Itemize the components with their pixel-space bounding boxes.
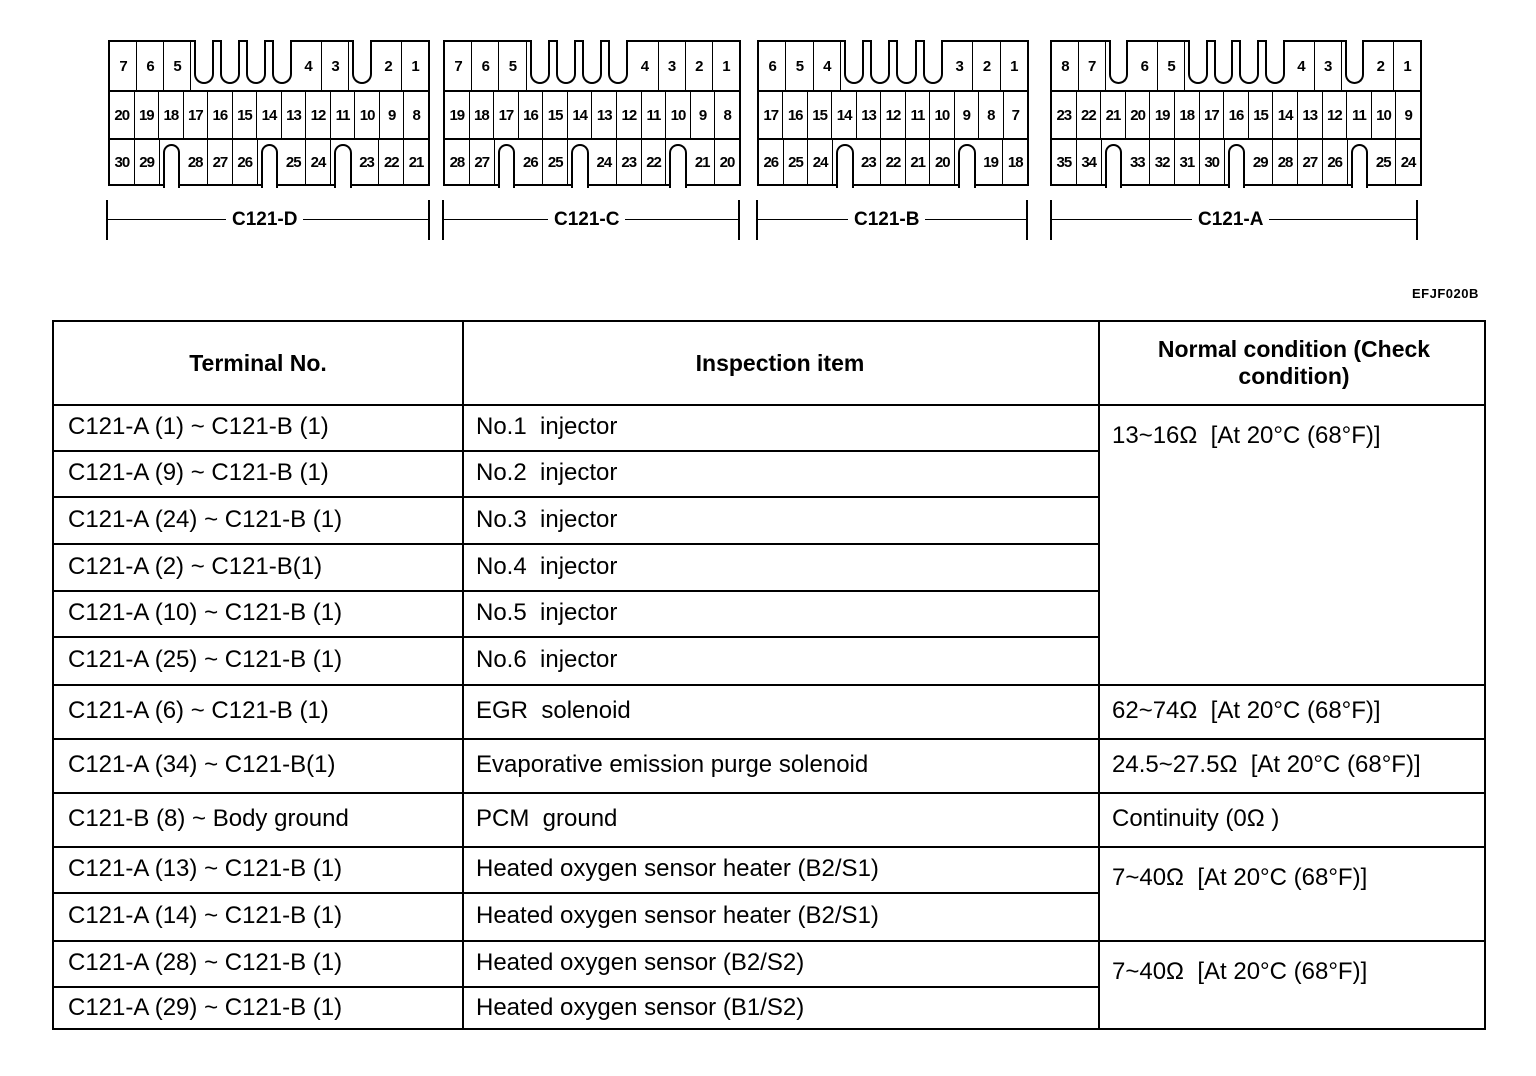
- inspection-item-cell: No.4 injector: [476, 552, 618, 580]
- connector-diagram: [0, 0, 1536, 260]
- pin-number: 22: [1077, 92, 1102, 138]
- pin-row-2: [445, 90, 739, 140]
- inspection-item-cell: No.5 injector: [476, 599, 618, 626]
- pin-number: 26: [233, 138, 258, 186]
- pin-number: 9: [955, 92, 979, 138]
- connector-key-slot: [605, 42, 631, 90]
- pin-row-1: [1052, 42, 1420, 90]
- pin-number: 2: [973, 42, 1000, 90]
- pin-number: 10: [355, 92, 380, 138]
- pin-number: 5: [499, 42, 526, 90]
- connector-c121-a: [1050, 40, 1422, 186]
- connector-c121-b: [757, 40, 1029, 186]
- pin-number: 6: [472, 42, 499, 90]
- normal-condition-cell: 7~40Ω [At 20°C (68°F)]: [1112, 864, 1368, 891]
- pin-number: 26: [759, 138, 784, 186]
- pin-row-1: [110, 42, 428, 90]
- connector-label: C121-C: [548, 209, 625, 231]
- pin-number: 19: [979, 138, 1004, 186]
- terminal-cell: C121-A (14) ~ C121-B (1): [68, 902, 343, 929]
- dimension-c121-a: [1050, 200, 1422, 240]
- pin-number: 17: [184, 92, 209, 138]
- pin-number: 15: [808, 92, 832, 138]
- dimension-c121-c: [442, 200, 742, 240]
- pin-number: 24: [808, 138, 833, 186]
- connector-key-slot: [243, 42, 269, 90]
- pin-number: 23: [1052, 92, 1077, 138]
- pin-number: 12: [881, 92, 905, 138]
- connector-key-slot: [1225, 138, 1249, 186]
- pin-row-2: [1052, 90, 1420, 140]
- pin-number: 25: [543, 138, 568, 186]
- connector-label: C121-D: [226, 209, 303, 231]
- pin-number: 3: [659, 42, 686, 90]
- pin-number: 23: [355, 138, 380, 186]
- pin-number: 17: [1200, 92, 1225, 138]
- connector-key-slot: [841, 42, 867, 90]
- inspection-item-cell: No.6 injector: [476, 646, 618, 673]
- pin-number: 18: [1175, 92, 1200, 138]
- pin-number: 14: [1273, 92, 1298, 138]
- pin-number: 16: [783, 92, 807, 138]
- pin-number: 2: [375, 42, 402, 90]
- pin-number: 21: [408, 153, 424, 171]
- pin-row-3: [1052, 138, 1420, 186]
- pin-number: 20: [110, 92, 135, 138]
- pin-number: 1: [1010, 57, 1018, 75]
- pin-number: 7: [445, 42, 472, 90]
- pin-number: 20: [930, 138, 955, 186]
- normal-condition-cell: 24.5~27.5Ω [At 20°C (68°F)]: [1112, 751, 1421, 778]
- connector-key-slot: [568, 138, 592, 186]
- pin-number: 6: [137, 42, 164, 90]
- pin-number: 22: [642, 138, 667, 186]
- pin-number: 1: [411, 57, 419, 75]
- inspection-item-cell: No.3 injector: [476, 505, 618, 533]
- connector-key-slot: [1342, 42, 1368, 90]
- pin-number: 4: [631, 42, 658, 90]
- dimension-c121-b: [756, 200, 1030, 240]
- pin-number: 7: [1079, 42, 1106, 90]
- pin-number: 16: [208, 92, 233, 138]
- inspection-table: [52, 320, 1486, 1030]
- pin-number: 12: [306, 92, 331, 138]
- connector-key-slot: [191, 42, 217, 90]
- pin-row-3: [445, 138, 739, 186]
- inspection-item-cell: Heated oxygen sensor (B2/S2): [476, 949, 805, 976]
- terminal-cell: C121-B (8) ~ Body ground: [68, 805, 349, 832]
- connector-key-slot: [1102, 138, 1126, 186]
- pin-number: 5: [1158, 42, 1185, 90]
- pin-number: 6: [759, 42, 786, 90]
- pin-number: 7: [1011, 106, 1019, 124]
- terminal-cell: C121-A (25) ~ C121-B (1): [68, 646, 343, 673]
- inspection-item-cell: No.1 injector: [476, 413, 618, 440]
- pin-number: 20: [1126, 92, 1151, 138]
- pin-number: 6: [1131, 42, 1158, 90]
- connector-key-slot: [160, 138, 184, 186]
- pin-number: 13: [282, 92, 307, 138]
- pin-number: 29: [135, 138, 160, 186]
- connector-key-slot: [666, 138, 690, 186]
- connector-key-slot: [1236, 42, 1262, 90]
- pin-row-2: [110, 90, 428, 140]
- terminal-cell: C121-A (34) ~ C121-B(1): [68, 751, 336, 778]
- pin-number: 14: [568, 92, 593, 138]
- pin-number: 18: [1007, 153, 1023, 171]
- figure-code: EFJF020B: [1412, 286, 1479, 301]
- pin-number: 25: [281, 138, 306, 186]
- connector-key-slot: [579, 42, 605, 90]
- inspection-item-cell: No.2 injector: [476, 459, 618, 486]
- terminal-cell: C121-A (29) ~ C121-B (1): [68, 994, 343, 1021]
- pin-number: 9: [380, 92, 405, 138]
- terminal-cell: C121-A (2) ~ C121-B(1): [68, 552, 323, 580]
- terminal-cell: C121-A (6) ~ C121-B (1): [68, 697, 329, 724]
- pin-number: 28: [183, 138, 208, 186]
- terminal-cell: C121-A (9) ~ C121-B (1): [68, 459, 329, 486]
- pin-number: 11: [906, 92, 930, 138]
- terminal-cell: C121-A (13) ~ C121-B (1): [68, 855, 343, 882]
- connector-key-slot: [1185, 42, 1211, 90]
- terminal-cell: C121-A (1) ~ C121-B (1): [68, 413, 329, 440]
- pin-number: 33: [1125, 138, 1150, 186]
- connector-key-slot: [1106, 42, 1132, 90]
- pin-number: 12: [1323, 92, 1348, 138]
- pin-number: 23: [617, 138, 642, 186]
- inspection-item-cell: Heated oxygen sensor heater (B2/S1): [476, 855, 879, 882]
- pin-number: 16: [1224, 92, 1249, 138]
- pin-number: 11: [1347, 92, 1372, 138]
- pin-number: 23: [857, 138, 882, 186]
- connector-key-slot: [349, 42, 375, 90]
- pin-number: 26: [1323, 138, 1348, 186]
- header-inspection-item: Inspection item: [695, 349, 865, 376]
- pin-number: 3: [1315, 42, 1342, 90]
- connector-c121-d: [108, 40, 430, 186]
- pin-number: 13: [857, 92, 881, 138]
- pin-number: 8: [723, 106, 731, 124]
- connector-key-slot: [217, 42, 243, 90]
- inspection-item-cell: Heated oxygen sensor (B1/S2): [476, 994, 805, 1021]
- pin-number: 9: [691, 92, 716, 138]
- connector-label: C121-B: [848, 209, 925, 231]
- terminal-cell: C121-A (28) ~ C121-B (1): [68, 949, 343, 976]
- pin-number: 17: [494, 92, 519, 138]
- pin-number: 10: [1372, 92, 1397, 138]
- pin-number: 2: [1367, 42, 1394, 90]
- pin-number: 28: [445, 138, 470, 186]
- pin-number: 8: [979, 92, 1003, 138]
- pin-number: 5: [786, 42, 813, 90]
- pin-number: 19: [1150, 92, 1175, 138]
- pin-number: 30: [110, 138, 135, 186]
- pin-number: 2: [686, 42, 713, 90]
- pin-number: 19: [135, 92, 160, 138]
- pin-number: 24: [1400, 153, 1416, 171]
- pin-number: 14: [257, 92, 282, 138]
- pin-number: 13: [1298, 92, 1323, 138]
- pin-number: 15: [1249, 92, 1274, 138]
- pin-number: 3: [322, 42, 349, 90]
- pin-number: 4: [814, 42, 841, 90]
- pin-number: 1: [1403, 57, 1411, 75]
- pin-number: 27: [470, 138, 495, 186]
- connector-key-slot: [955, 138, 979, 186]
- connector-key-slot: [553, 42, 579, 90]
- pin-number: 30: [1200, 138, 1225, 186]
- connector-key-slot: [920, 42, 946, 90]
- normal-condition-cell: 13~16Ω [At 20°C (68°F)]: [1112, 422, 1381, 449]
- pin-number: 1: [722, 57, 730, 75]
- pin-number: 4: [1288, 42, 1315, 90]
- pin-number: 12: [617, 92, 642, 138]
- pin-row-1: [759, 42, 1027, 90]
- pin-number: 15: [543, 92, 568, 138]
- pin-number: 10: [666, 92, 691, 138]
- pin-number: 10: [930, 92, 954, 138]
- pin-number: 26: [518, 138, 543, 186]
- connector-key-slot: [1348, 138, 1372, 186]
- pin-number: 3: [946, 42, 973, 90]
- normal-condition-cell: 7~40Ω [At 20°C (68°F)]: [1112, 958, 1368, 985]
- pin-number: 13: [592, 92, 617, 138]
- connector-key-slot: [1211, 42, 1237, 90]
- header-terminal: Terminal No.: [189, 349, 327, 376]
- pin-number: 21: [690, 138, 715, 186]
- pin-number: 11: [642, 92, 667, 138]
- pin-number: 31: [1175, 138, 1200, 186]
- header-normal-condition: Normal condition (Check condition): [1157, 336, 1431, 389]
- pin-number: 25: [784, 138, 809, 186]
- pin-number: 18: [470, 92, 495, 138]
- inspection-item-cell: Heated oxygen sensor heater (B2/S1): [476, 902, 879, 929]
- pin-number: 25: [1371, 138, 1396, 186]
- pin-number: 22: [881, 138, 906, 186]
- connector-key-slot: [833, 138, 857, 186]
- connector-c121-c: [443, 40, 741, 186]
- pin-number: 16: [519, 92, 544, 138]
- pin-number: 11: [331, 92, 356, 138]
- pin-number: 17: [759, 92, 783, 138]
- dimension-c121-d: [106, 200, 432, 240]
- pin-number: 24: [306, 138, 331, 186]
- inspection-item-cell: Evaporative emission purge solenoid: [476, 751, 869, 778]
- pin-number: 9: [1404, 106, 1412, 124]
- pin-number: 24: [592, 138, 617, 186]
- pin-number: 8: [1052, 42, 1079, 90]
- connector-key-slot: [331, 138, 355, 186]
- pin-number: 27: [208, 138, 233, 186]
- connector-key-slot: [495, 138, 519, 186]
- pin-number: 15: [233, 92, 258, 138]
- pin-number: 14: [832, 92, 856, 138]
- pin-number: 32: [1150, 138, 1175, 186]
- inspection-item-cell: EGR solenoid: [476, 697, 631, 724]
- connector-key-slot: [527, 42, 553, 90]
- pin-row-1: [445, 42, 739, 90]
- normal-condition-cell: Continuity (0Ω ): [1112, 805, 1280, 832]
- pin-number: 18: [159, 92, 184, 138]
- connector-key-slot: [893, 42, 919, 90]
- pin-number: 28: [1273, 138, 1298, 186]
- terminal-cell: C121-A (24) ~ C121-B (1): [68, 505, 343, 533]
- connector-label: C121-A: [1192, 209, 1269, 231]
- connector-key-slot: [269, 42, 295, 90]
- pin-number: 5: [164, 42, 191, 90]
- pin-number: 34: [1077, 138, 1102, 186]
- inspection-item-cell: PCM ground: [476, 805, 618, 832]
- pin-number: 21: [906, 138, 931, 186]
- pin-number: 7: [110, 42, 137, 90]
- pin-number: 35: [1052, 138, 1077, 186]
- pin-row-3: [110, 138, 428, 186]
- connector-key-slot: [1262, 42, 1288, 90]
- connector-key-slot: [258, 138, 282, 186]
- terminal-cell: C121-A (10) ~ C121-B (1): [68, 599, 343, 626]
- pin-number: 22: [379, 138, 404, 186]
- pin-number: 29: [1248, 138, 1273, 186]
- pin-number: 8: [412, 106, 420, 124]
- pin-number: 27: [1298, 138, 1323, 186]
- pin-number: 20: [719, 153, 735, 171]
- connector-key-slot: [867, 42, 893, 90]
- pin-number: 4: [295, 42, 322, 90]
- normal-condition-cell: 62~74Ω [At 20°C (68°F)]: [1112, 697, 1381, 724]
- pin-number: 19: [445, 92, 470, 138]
- pin-row-3: [759, 138, 1027, 186]
- pin-number: 21: [1101, 92, 1126, 138]
- pin-row-2: [759, 90, 1027, 140]
